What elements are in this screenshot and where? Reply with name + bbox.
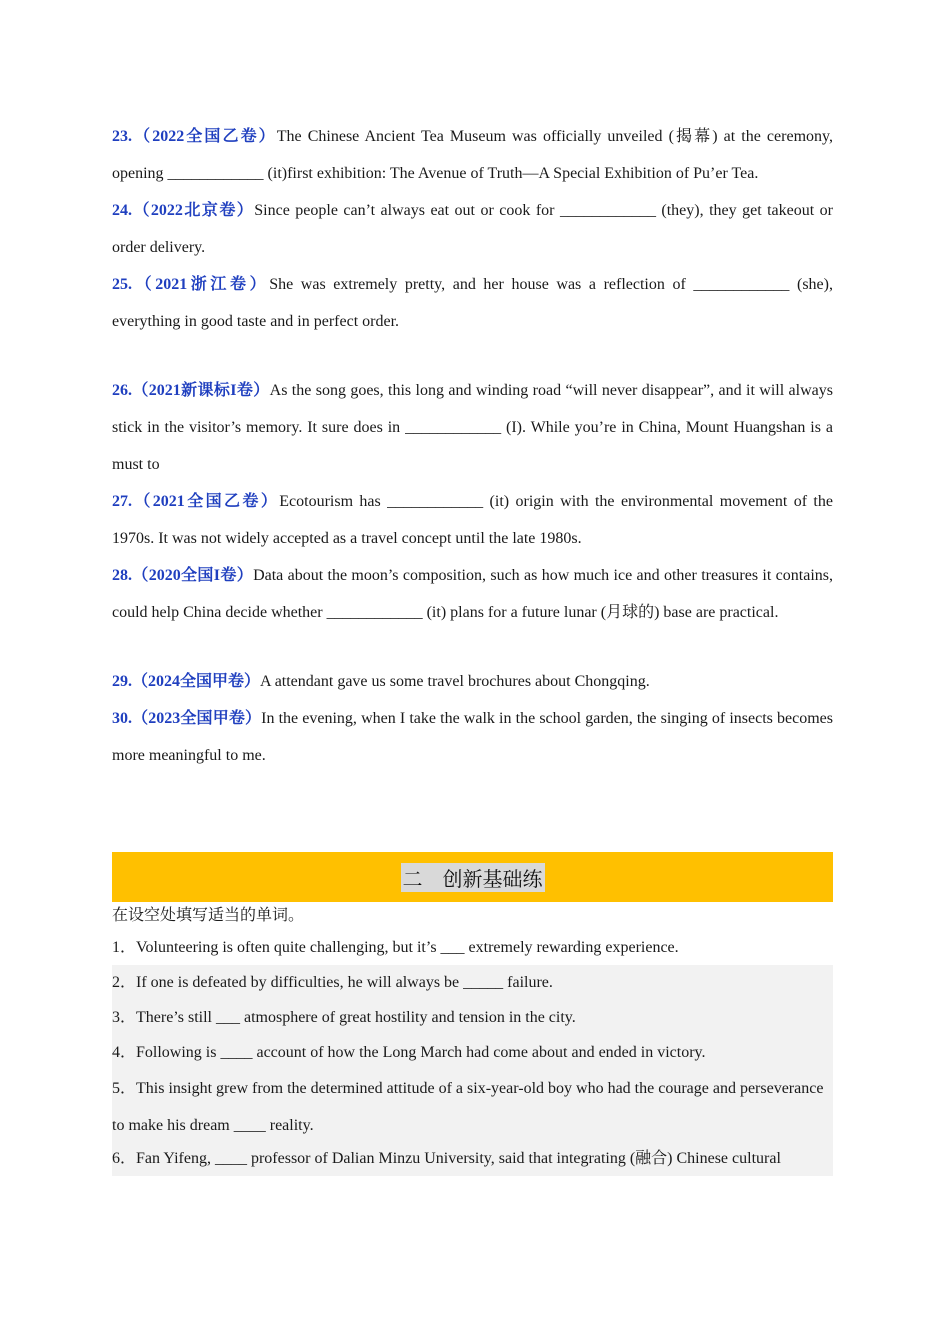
question-text: As the song goes, this long and winding road “will never disappear”, and it will always stick in the visitor’s memory. It sure does in ____________ (I). While you’re in China, Mount Huangshan is a must to: [112, 382, 833, 473]
question-tag: 29.（2024全国甲卷）: [112, 673, 261, 690]
section-title: 二 创新基础练: [401, 863, 545, 892]
question-30: [112, 700, 833, 774]
question-text: In the evening, when I take the walk in the school garden, the singing of insects becomes more meaningful to me.: [112, 710, 833, 764]
section-banner: [112, 852, 833, 902]
question-26: [112, 372, 833, 483]
exercise-item: 4．Following is ____ account of how the Long March had come about and ended in victory.: [112, 1044, 706, 1061]
exercise-item: 5．This insight grew from the determined attitude of a six-year-old boy who had the courage and perseverance to make his dream ____ reality.: [112, 1080, 824, 1134]
question-25: [112, 266, 833, 340]
question-24: [112, 192, 833, 266]
question-text: Ecotourism has ____________ (it) origin with the environmental movement of the 1970s. It was not widely accepted as a travel concept until the late 1980s.: [112, 493, 833, 547]
question-text: Data about the moon’s composition, such as how much ice and other treasures it contains, could help China decide whether ____________ (it) plans for a future lunar (月球的) base are practical.: [112, 567, 833, 621]
question-tag: 25.（2021浙江卷）: [112, 276, 270, 293]
exercise-item: 2．If one is defeated by difficulties, he will always be _____ failure.: [112, 974, 553, 991]
question-28: [112, 557, 833, 631]
question-tag: 26.（2021新课标I卷）: [112, 382, 270, 399]
question-23: [112, 118, 833, 192]
spacer: [112, 774, 833, 852]
question-27: [112, 483, 833, 557]
question-text: The Chinese Ancient Tea Museum was officially unveiled (揭幕) at the ceremony, opening ____________ (it)first exhibition: The Avenue of Truth—A Special Exhibition of Pu’er Tea.: [112, 128, 833, 182]
question-tag: 27.（2021全国乙卷）: [112, 493, 280, 510]
spacer: [112, 631, 833, 663]
question-tag: 23.（2022全国乙卷）: [112, 128, 277, 145]
question-tag: 28.（2020全国I卷）: [112, 567, 254, 584]
question-29: [112, 663, 833, 700]
document-page: [112, 118, 833, 1176]
exercise-item: 3．There’s still ___ atmosphere of great hostility and tension in the city.: [112, 1009, 576, 1026]
question-tag: 30.（2023全国甲卷）: [112, 710, 262, 727]
question-tag: 24.（2022北京卷）: [112, 202, 255, 219]
shaded-exercise-block: [112, 965, 833, 1176]
exercise-item: 6．Fan Yifeng, ____ professor of Dalian Minzu University, said that integrating (融合) Chinese cultural: [112, 1150, 781, 1167]
question-text: She was extremely pretty, and her house was a reflection of ____________ (she), everything in good taste and in perfect order.: [112, 276, 833, 330]
spacer: [112, 340, 833, 372]
section-instruction: 在设空处填写适当的单词。: [112, 907, 305, 924]
question-text: A attendant gave us some travel brochures about Chongqing.: [260, 673, 650, 690]
exercise-item: 1．Volunteering is often quite challenging, but it’s ___ extremely rewarding experience.: [112, 939, 679, 956]
question-text: Since people can’t always eat out or cook for ____________ (they), they get takeout or order delivery.: [112, 202, 833, 256]
